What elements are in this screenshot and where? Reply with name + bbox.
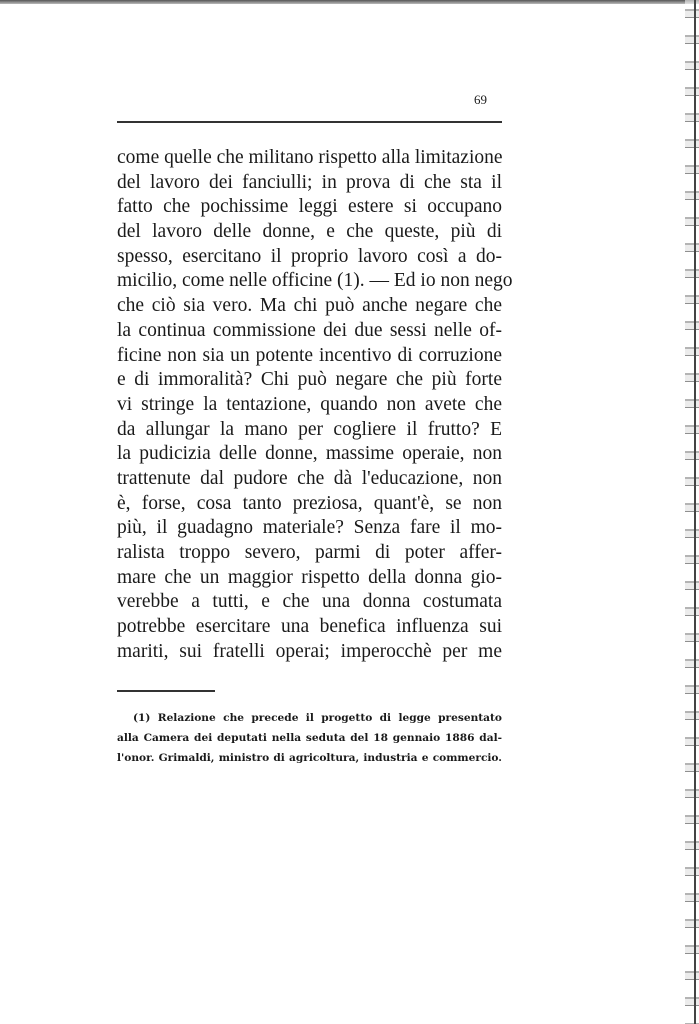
body-line: è, forse, cosa tanto preziosa, quant'è, se non — [117, 492, 502, 514]
body-line: e di immoralità? Chi può negare che più forte — [117, 369, 502, 391]
body-line: verebbe a tutti, e che una donna costumata — [117, 591, 502, 613]
body-line: come quelle che militano rispetto alla limitazione — [117, 147, 503, 168]
body-line: fatto che pochissime leggi estere si occupano — [117, 196, 502, 218]
scan-right-edge — [685, 0, 699, 1024]
body-line: la continua commissione dei due sessi nelle of- — [117, 319, 502, 341]
scan-right-border — [694, 0, 696, 1024]
footnote-separator — [117, 690, 215, 692]
body-line: del lavoro delle donne, e che queste, più di — [117, 221, 502, 243]
footnote-line: l'onor. Grimaldi, ministro di agricoltura, industria e commercio. — [117, 752, 502, 764]
body-line: la pudicizia delle donne, massime operaie, non — [117, 443, 502, 465]
body-line: vi stringe la tentazione, quando non avete che — [117, 393, 502, 415]
body-line: mare che un maggior rispetto della donna gio- — [117, 566, 502, 588]
header-rule — [117, 121, 502, 123]
body-line: più, il guadagno materiale? Senza fare il mo- — [117, 517, 502, 539]
footnote-line: alla Camera dei deputati nella seduta del 18 gennaio 1886 dal- — [117, 732, 502, 744]
body-line: ficine non sia un potente incentivo di corruzione — [117, 344, 502, 366]
body-text — [117, 146, 513, 664]
page-number: 69 — [474, 92, 487, 107]
body-line: trattenute dal pudore che dà l'educazione, non — [117, 467, 502, 489]
body-line: ralista troppo severo, parmi di poter affer- — [117, 542, 502, 563]
body-line: che ciò sia vero. Ma chi può anche negare che — [117, 295, 502, 317]
body-line: spesso, esercitano il proprio lavoro così a do- — [117, 245, 502, 267]
body-line: potrebbe esercitare una benefica influenza sui — [117, 616, 502, 638]
body-line: micilio, come nelle officine (1). — Ed io non nego — [117, 270, 513, 292]
body-line: da allungar la mano per cogliere il frutto? E — [117, 418, 502, 440]
body-line: del lavoro dei fanciulli; in prova di che sta il — [117, 171, 502, 193]
footnote-line: (1) Relazione che precede il progetto di legge presentato — [133, 712, 502, 724]
scan-top-edge — [0, 0, 699, 4]
body-line: mariti, sui fratelli operai; imperocchè per me — [117, 640, 502, 662]
footnote — [117, 708, 502, 768]
